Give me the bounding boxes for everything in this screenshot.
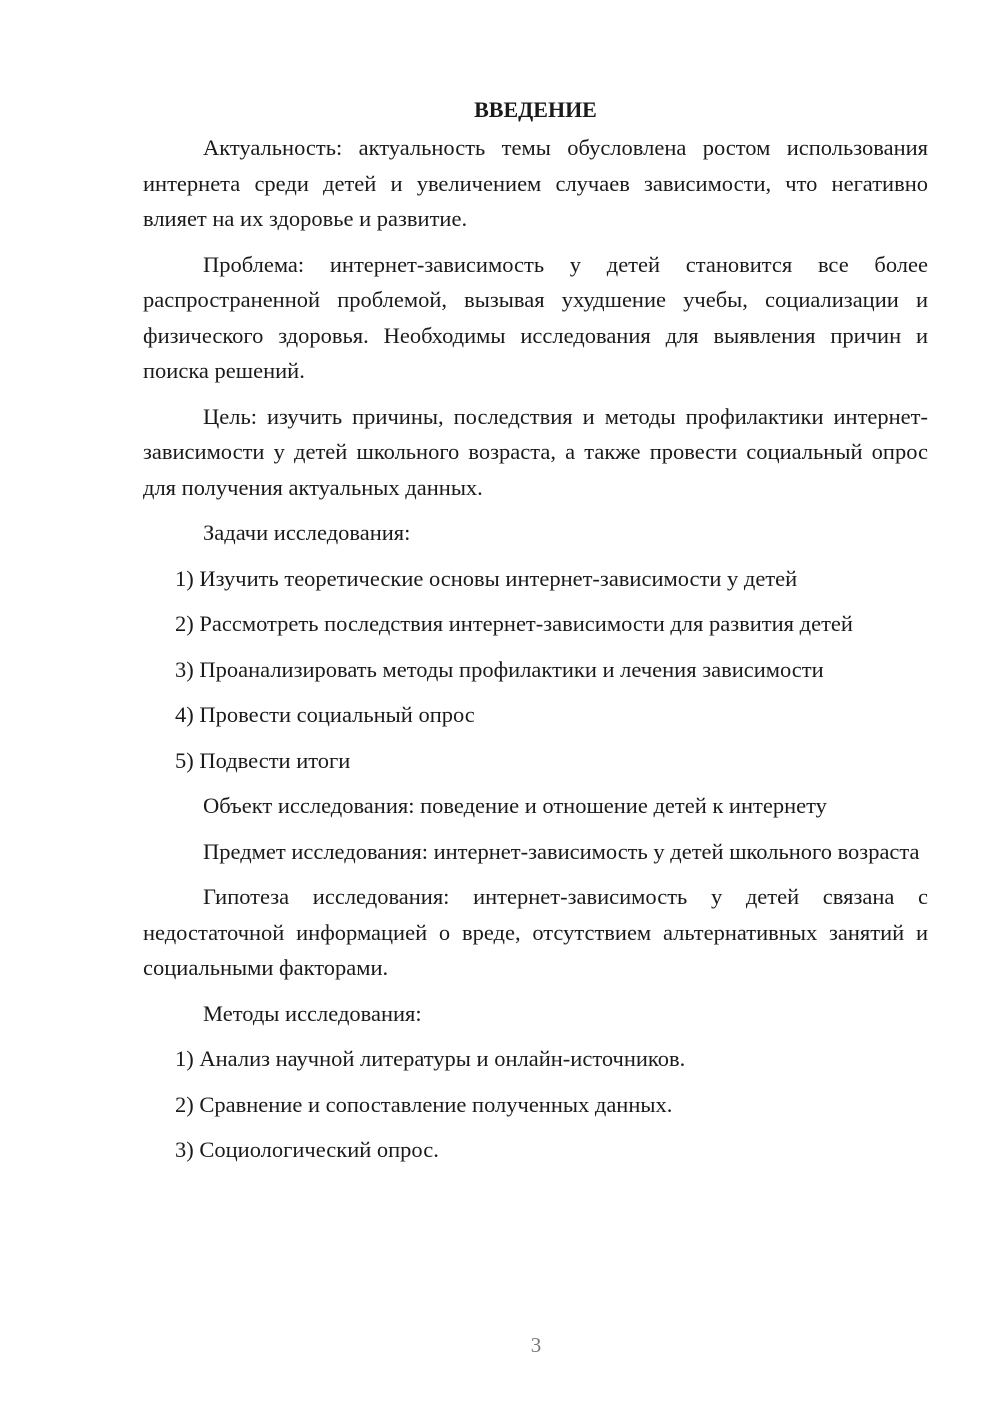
object-line: Объект исследования: поведение и отношение детей к интернету xyxy=(203,793,827,818)
goal-paragraph: Цель: изучить причины, последствия и методы профилактики интернет-зависимости у детей школьного возраста, а также провести социальный опрос для получения актуальных данных. xyxy=(143,403,928,500)
hypothesis-paragraph: Гипотеза исследования: интернет-зависимость у детей связана с недостаточной информацией о вреде, отсутствием альтернативных занятий и социальными факторами. xyxy=(143,884,928,980)
method-item: 1) Анализ научной литературы и онлайн-источников. xyxy=(175,1046,686,1071)
method-item: 3) Социологический опрос. xyxy=(175,1137,439,1162)
task-item: 5) Подвести итоги xyxy=(175,747,351,773)
task-item: 2) Рассмотреть последствия интернет-зависимости для развития детей xyxy=(175,611,853,636)
task-item: 4) Провести социальный опрос xyxy=(175,702,475,727)
task-item: 1) Изучить теоретические основы интернет-зависимости у детей xyxy=(175,565,798,591)
methods-title: Методы исследования: xyxy=(203,1000,422,1026)
method-item: 2) Сравнение и сопоставление полученных данных. xyxy=(175,1091,673,1117)
task-item: 3) Проанализировать методы профилактики и лечения зависимости xyxy=(175,656,824,682)
relevance-paragraph: Актуальность: актуальность темы обусловлена ростом использования интернета среди детей и увеличением случаев зависимости, что негативно влияет на их здоровье и развитие. xyxy=(143,135,928,231)
page-number: 3 xyxy=(530,1333,542,1357)
tasks-title: Задачи исследования: xyxy=(203,520,411,545)
problem-paragraph: Проблема: интернет-зависимость у детей становится все более распространенной проблемой, вызывая ухудшение учебы, социализации и физического здоровья. Необходимы исследования для выявления причин и поиска решений. xyxy=(143,251,928,383)
section-heading: ВВЕДЕНИЕ xyxy=(474,97,597,122)
subject-paragraph: Предмет исследования: интернет-зависимость у детей школьного возраста xyxy=(203,838,920,864)
page-content xyxy=(143,92,928,1178)
